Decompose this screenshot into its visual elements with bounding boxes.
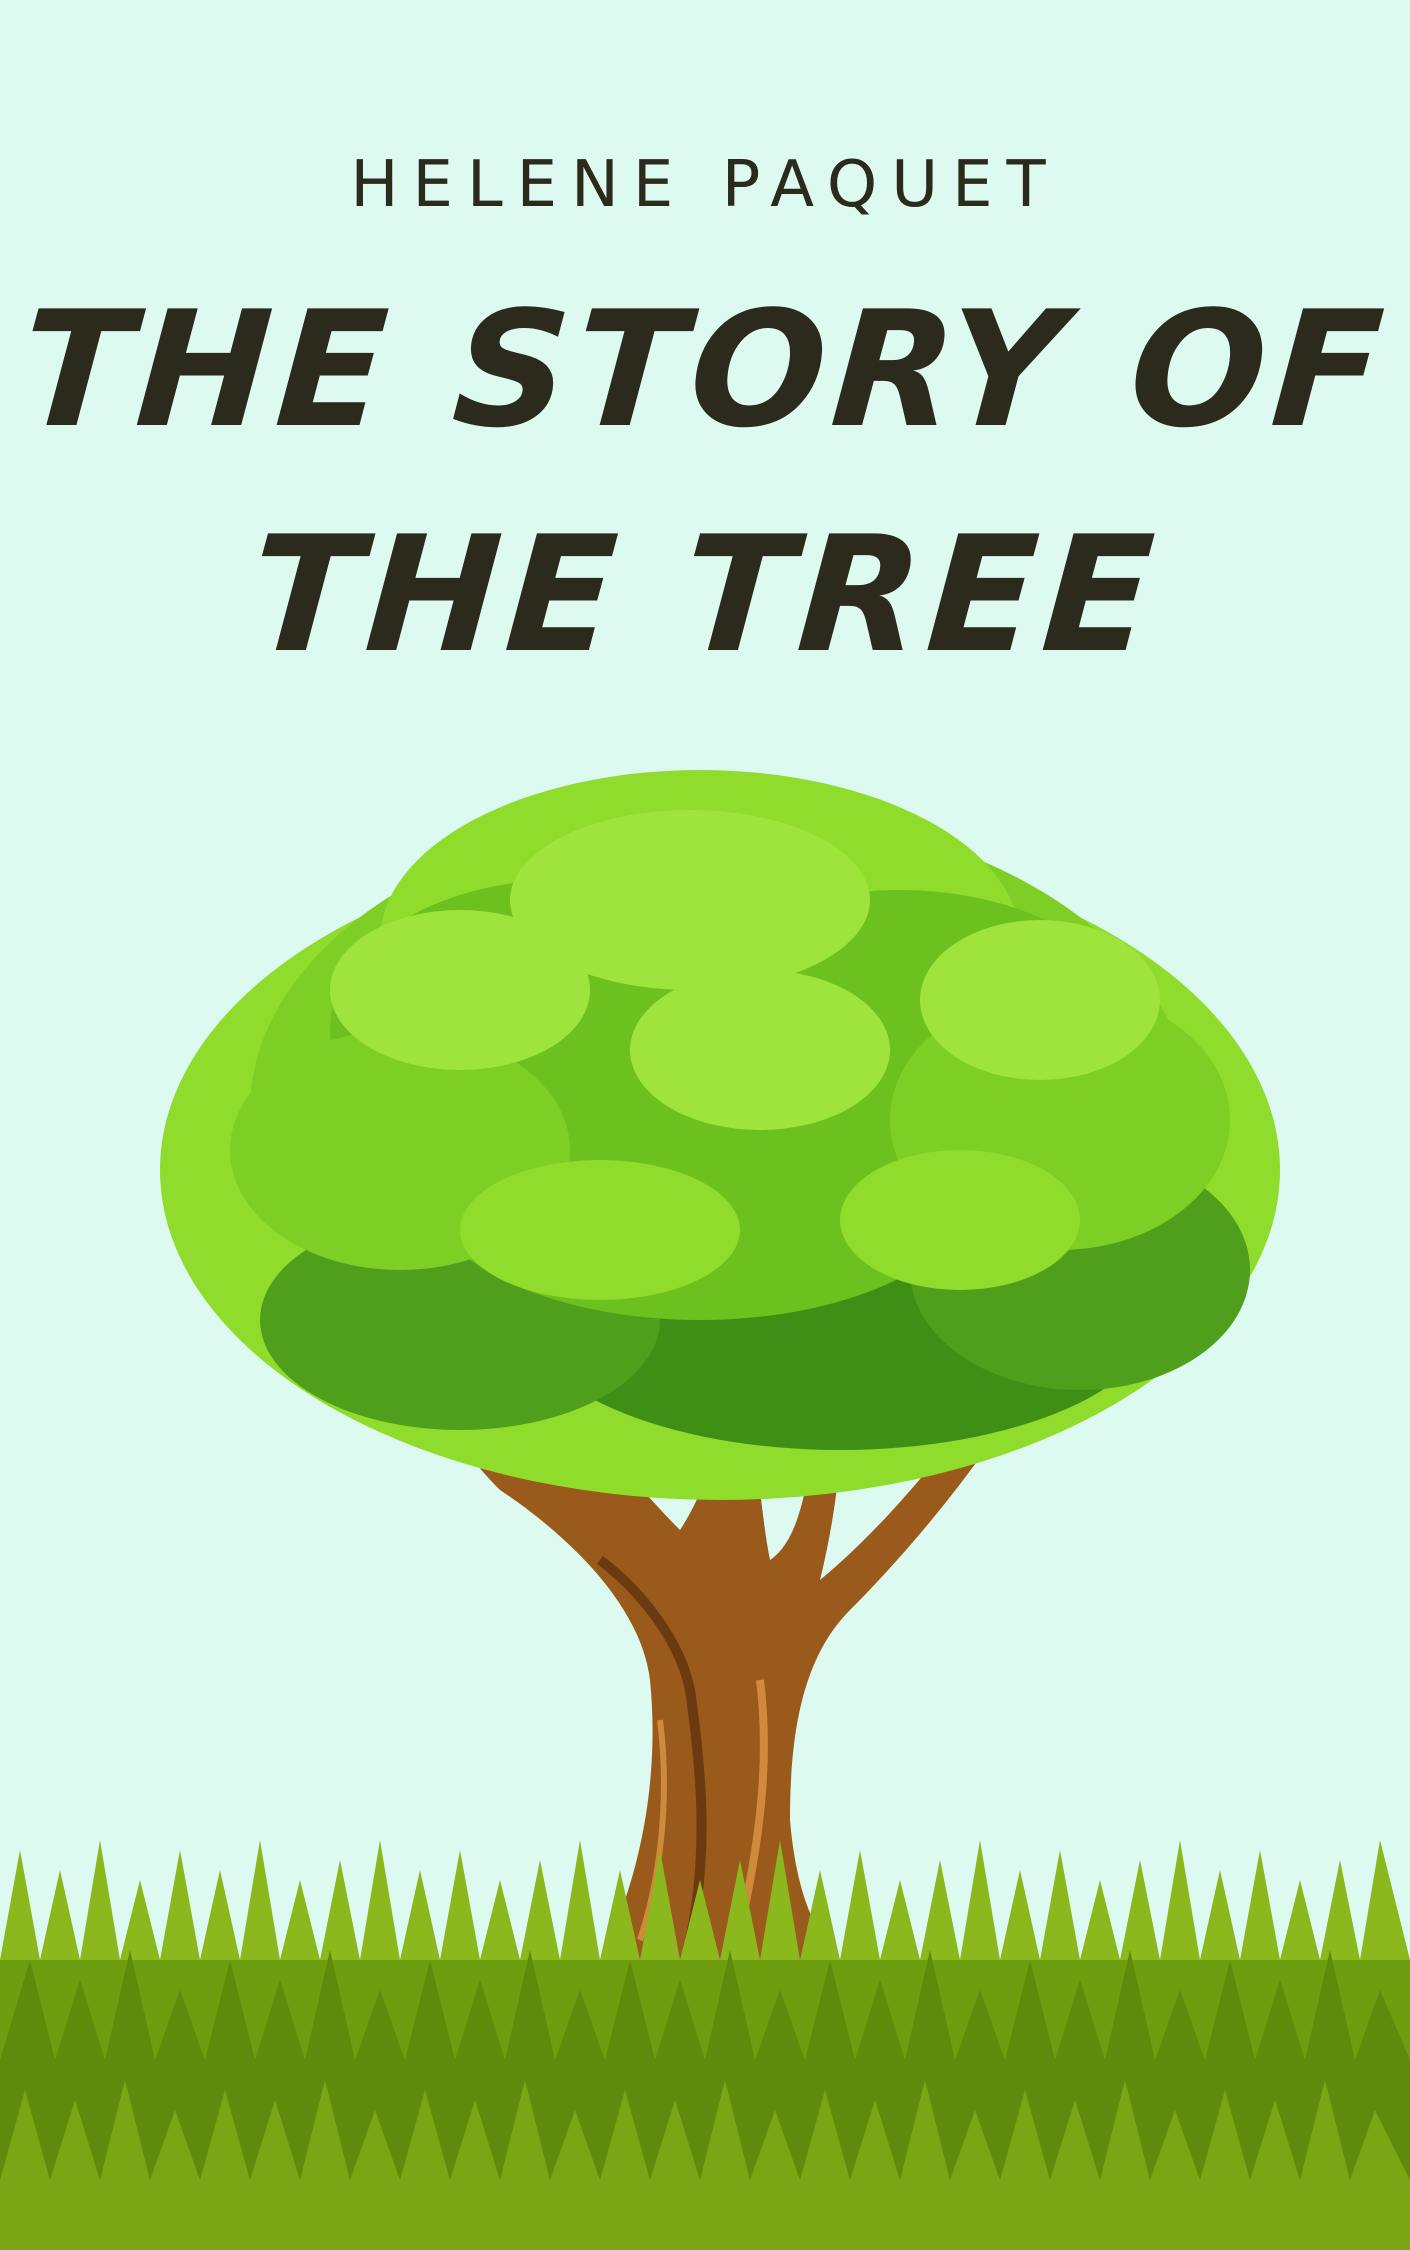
title-line-2: THE TREE	[244, 501, 1166, 688]
author-name: HELENE PAQUET	[350, 148, 1060, 222]
canopy-icon	[160, 770, 1280, 1500]
title-line-1: THE STORY OF	[15, 276, 1395, 463]
grass-illustration	[0, 1840, 1410, 2250]
